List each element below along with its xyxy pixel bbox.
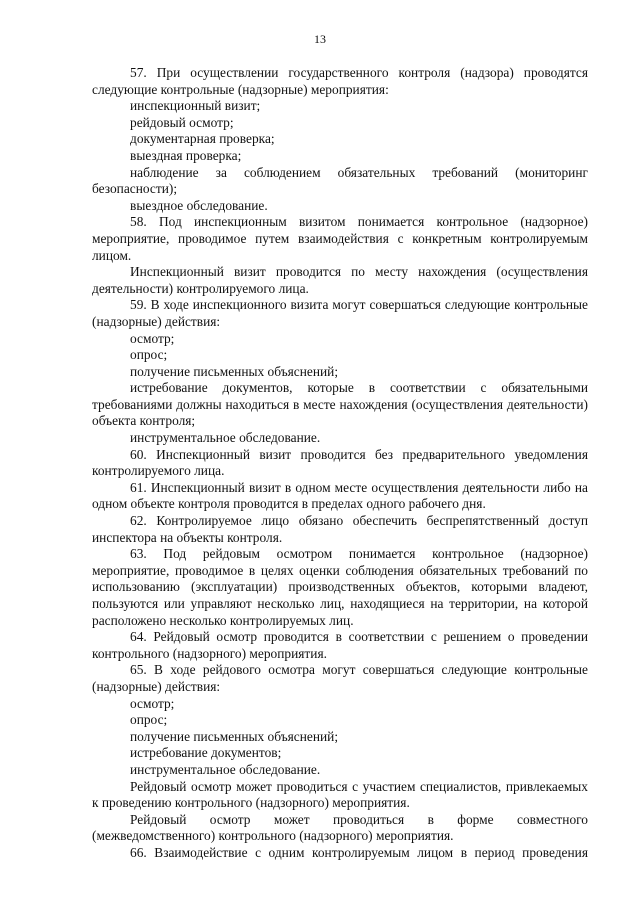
paragraph-60: 60. Инспекционный визит проводится без предварительного уведомления контролируемого лица. — [92, 446, 588, 479]
list-item: осмотр; — [130, 330, 175, 346]
list-item: инструментальное обследование. — [130, 761, 321, 777]
paragraph: Рейдовый осмотр может проводиться в форме совместного (межведомственного) контрольного (надзорного) мероприятия. — [92, 811, 588, 844]
list-item: наблюдение за соблюдением обязательных требований (мониторинг безопасности); — [92, 164, 588, 197]
list-item: выездная проверка; — [130, 147, 242, 163]
list-item: получение письменных объяснений; — [130, 728, 339, 744]
paragraph: Рейдовый осмотр может проводиться с участием специалистов, привлекаемых к проведению контрольного (надзорного) мероприятия. — [92, 778, 588, 811]
list-item: опрос; — [130, 347, 168, 363]
list-item: истребование документов; — [130, 745, 282, 761]
list-item: документарная проверка; — [130, 131, 275, 147]
paragraph-64: 64. Рейдовый осмотр проводится в соответствии с решением о проведении контрольного (надзорного) мероприятия. — [92, 629, 588, 661]
page-number: 13 — [314, 32, 326, 46]
paragraph-66: 66. Взаимодействие с одним контролируемым лицом в период проведения — [130, 844, 588, 860]
list-item: осмотр; — [130, 695, 175, 711]
list-item: инспекционный визит; — [130, 98, 261, 114]
list-item: выездное обследование. — [130, 197, 268, 213]
paragraph-57: 57. При осуществлении государственного контроля (надзора) проводятся следующие контрольные (надзорные) мероприятия: — [92, 65, 588, 97]
paragraph-59: 59. В ходе инспекционного визита могут совершаться следующие контрольные (надзорные) действия: — [92, 297, 588, 329]
list-item: инструментальное обследование. — [130, 430, 321, 446]
paragraph-65: 65. В ходе рейдового осмотра могут совершаться следующие контрольные (надзорные) действия: — [92, 662, 588, 694]
list-item: истребование документов, которые в соответствии с обязательными требованиями должны находиться в месте нахождения (осуществления деятельности) объекта контроля; — [92, 380, 588, 429]
paragraph: Инспекционный визит проводится по месту нахождения (осуществления деятельности) контролируемого лица. — [92, 264, 588, 296]
paragraph-58: 58. Под инспекционным визитом понимается контрольное (надзорное) мероприятие, проводимое путем взаимодействия с конкретным контролируемым лицом. — [92, 214, 588, 263]
list-item: рейдовый осмотр; — [130, 114, 234, 130]
list-item: получение письменных объяснений; — [130, 363, 339, 379]
document-body — [92, 65, 588, 862]
paragraph-63: 63. Под рейдовым осмотром понимается контрольное (надзорное) мероприятие, проводимое в целях оценки соблюдения обязательных требований по использованию (эксплуатации) производственных объектов, которыми владеют, пользуются или управляют несколько лиц, находящиеся на территории, на которой расположено несколько контролируемых лиц. — [92, 546, 588, 628]
paragraph-61: 61. Инспекционный визит в одном месте осуществления деятельности либо на одном объекте контроля проводится в пределах одного рабочего дня. — [92, 479, 588, 512]
paragraph-62: 62. Контролируемое лицо обязано обеспечить беспрепятственный доступ инспектора на объекты контроля. — [92, 513, 588, 545]
list-item: опрос; — [130, 712, 168, 728]
